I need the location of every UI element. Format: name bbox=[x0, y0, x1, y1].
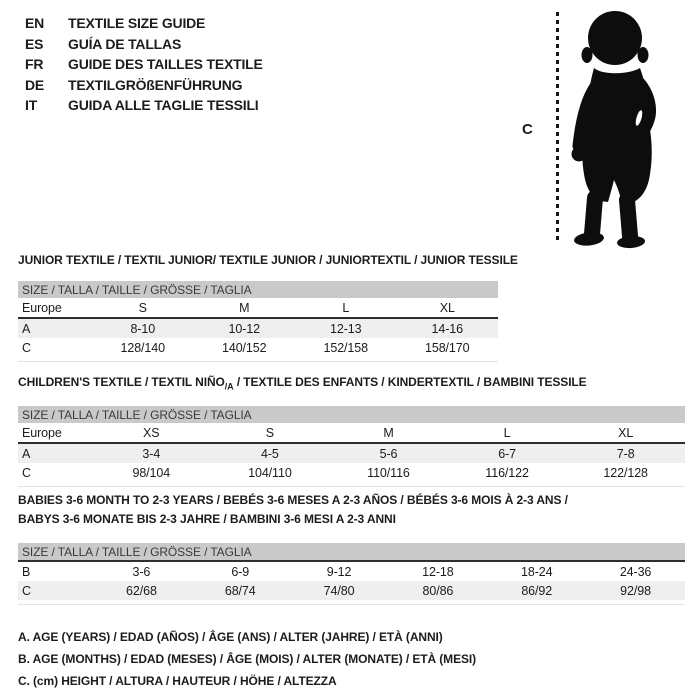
row-label: A bbox=[22, 321, 31, 336]
size-header-bar: SIZE / TALLA / TAILLE / GRÖSSE / TAGLIA bbox=[18, 406, 685, 423]
size-value: 86/92 bbox=[521, 583, 553, 598]
table-row-height bbox=[18, 463, 685, 482]
size-value: 12-18 bbox=[422, 564, 454, 579]
language-code: IT bbox=[25, 97, 38, 113]
size-value: 3-6 bbox=[132, 564, 151, 579]
size-value: 128/140 bbox=[120, 340, 165, 355]
size-header-bar: SIZE / TALLA / TAILLE / GRÖSSE / TAGLIA bbox=[18, 543, 685, 560]
size-value: 9-12 bbox=[326, 564, 352, 579]
junior-size-table bbox=[18, 281, 498, 362]
size-value: 6-9 bbox=[231, 564, 250, 579]
table-row-months bbox=[18, 562, 685, 581]
language-row bbox=[25, 75, 263, 96]
language-title: GUIDE DES TAILLES TEXTILE bbox=[68, 56, 263, 72]
size-header-bar: SIZE / TALLA / TAILLE / GRÖSSE / TAGLIA bbox=[18, 281, 498, 298]
row-label: C bbox=[22, 583, 31, 598]
size-value: L bbox=[342, 300, 350, 315]
language-row bbox=[25, 95, 263, 116]
size-value: S bbox=[138, 300, 147, 315]
language-code: FR bbox=[25, 56, 44, 72]
size-value: 68/74 bbox=[224, 583, 256, 598]
size-value: S bbox=[265, 425, 275, 440]
size-value: 5-6 bbox=[379, 446, 398, 461]
size-value: 8-10 bbox=[130, 321, 156, 336]
size-value: 122/128 bbox=[603, 465, 648, 480]
size-value: M bbox=[239, 300, 250, 315]
size-value: 140/152 bbox=[222, 340, 267, 355]
table-row-age bbox=[18, 319, 498, 338]
language-code: ES bbox=[25, 35, 44, 52]
section-title-line2: BABYS 3-6 MONATE BIS 2-3 JAHRE / BAMBINI 3-6 MESI A 2-3 ANNI bbox=[18, 512, 396, 526]
toddler-silhouette bbox=[566, 8, 670, 250]
height-measure-dotted-line bbox=[556, 12, 559, 244]
size-value: 14-16 bbox=[431, 321, 463, 336]
size-value: 80/86 bbox=[422, 583, 454, 598]
language-row bbox=[25, 13, 263, 34]
size-value: 62/68 bbox=[126, 583, 157, 598]
row-label: A bbox=[22, 446, 31, 461]
size-value: 18-24 bbox=[520, 564, 553, 579]
section-title-text: CHILDREN'S TEXTILE / TEXTIL NIÑO bbox=[18, 375, 225, 389]
row-label: C bbox=[22, 340, 31, 355]
language-title: TEXTILE SIZE GUIDE bbox=[68, 15, 206, 31]
size-value: M bbox=[383, 425, 394, 440]
size-value: XS bbox=[143, 425, 160, 440]
size-value: 74/80 bbox=[323, 583, 355, 598]
size-value: 116/122 bbox=[485, 465, 529, 480]
row-label: Europe bbox=[22, 300, 62, 315]
row-label: C bbox=[22, 465, 31, 480]
section-title-subscript: /A bbox=[224, 381, 234, 392]
size-value: 7-8 bbox=[616, 446, 635, 461]
language-row bbox=[25, 34, 263, 55]
language-title: GUIDA ALLE TAGLIE TESSILI bbox=[68, 97, 259, 113]
section-title-text: / TEXTILE DES ENFANTS / KINDERTEXTIL / BAMBINI TESSILE bbox=[233, 375, 587, 389]
size-value: 24-36 bbox=[619, 564, 652, 579]
language-row bbox=[25, 54, 263, 75]
row-label: B bbox=[22, 564, 31, 579]
size-value: 104/110 bbox=[248, 465, 292, 480]
table-row-europe bbox=[18, 298, 498, 317]
size-value: 158/170 bbox=[425, 340, 470, 355]
legend-line-b: B. AGE (MONTHS) / EDAD (MESES) / ÂGE (MOIS) / ALTER (MONATE) / ETÀ (MESI) bbox=[18, 652, 477, 666]
legend-line-c: C. (cm) HEIGHT / ALTURA / HAUTEUR / HÖHE / ALTEZZA bbox=[18, 674, 337, 688]
section-title-babies bbox=[18, 491, 568, 529]
legend-line-a: A. AGE (YEARS) / EDAD (AÑOS) / ÂGE (ANS) / ALTER (JAHRE) / ETÀ (ANNI) bbox=[18, 630, 443, 644]
size-value: 110/116 bbox=[367, 465, 410, 480]
table-row-height bbox=[18, 581, 685, 600]
section-title-line1: BABIES 3-6 MONTH TO 2-3 YEARS / BEBÉS 3-6 MESES A 2-3 AÑOS / BÉBÉS 3-6 MOIS À 2-3 ANS / bbox=[18, 493, 568, 507]
size-value: 152/158 bbox=[323, 340, 368, 355]
section-title-junior: JUNIOR TEXTILE / TEXTIL JUNIOR/ TEXTILE JUNIOR / JUNIORTEXTIL / JUNIOR TESSILE bbox=[18, 253, 518, 267]
size-value: 92/98 bbox=[620, 583, 651, 598]
measure-legend bbox=[18, 626, 476, 692]
language-title: GUÍA DE TALLAS bbox=[68, 35, 182, 52]
size-value: 6-7 bbox=[498, 446, 516, 461]
size-value: L bbox=[503, 425, 511, 440]
size-value: 3-4 bbox=[142, 446, 161, 461]
children-size-table bbox=[18, 406, 685, 487]
table-row-height bbox=[18, 338, 498, 357]
row-label: Europe bbox=[22, 425, 62, 440]
babies-size-table bbox=[18, 543, 685, 605]
size-value: 4-5 bbox=[261, 446, 279, 461]
size-value: 12-13 bbox=[330, 321, 362, 336]
table-row-europe bbox=[18, 423, 685, 442]
language-title: TEXTILGRÖßENFÜHRUNG bbox=[68, 76, 243, 93]
size-value: XL bbox=[618, 425, 634, 440]
section-title-children bbox=[18, 375, 587, 391]
language-code: DE bbox=[25, 76, 45, 93]
size-value: 10-12 bbox=[228, 321, 260, 336]
language-code: EN bbox=[25, 15, 45, 31]
language-list bbox=[25, 13, 263, 116]
table-row-age bbox=[18, 444, 685, 463]
measure-label-c: C bbox=[522, 121, 533, 138]
size-value: 98/104 bbox=[132, 465, 171, 480]
size-value: XL bbox=[439, 300, 455, 315]
